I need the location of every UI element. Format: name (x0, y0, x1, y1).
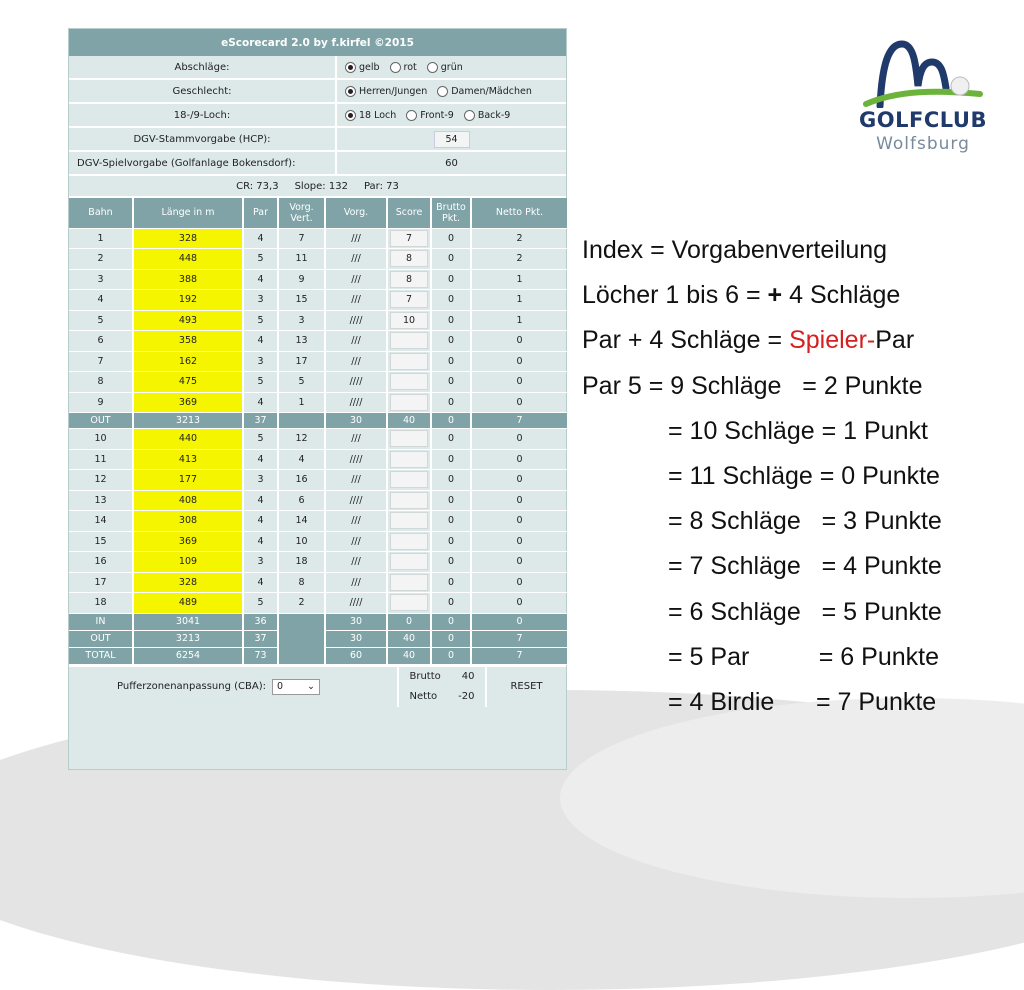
table-cell: /// (325, 249, 387, 270)
table-cell: 73 (243, 647, 278, 664)
table-cell: 475 (133, 372, 243, 393)
table-cell: 15 (278, 290, 325, 311)
note-line: = 11 Schläge = 0 Punkte (668, 461, 940, 490)
table-cell: 408 (133, 490, 243, 511)
table-cell: 109 (133, 552, 243, 573)
table-cell: 5 (243, 372, 278, 393)
table-cell: 4 (243, 331, 278, 352)
column-header: Vorg. (325, 198, 387, 228)
out-summary-row (69, 413, 568, 429)
explanation-text (582, 228, 942, 725)
logo-name: GOLFCLUB (859, 108, 987, 132)
playing-hcp-label: DGV-Spielvorgabe (Golfanlage Bokensdorf): (69, 152, 337, 174)
table-cell: 4 (243, 572, 278, 593)
table-cell: 7 (471, 647, 568, 664)
table-cell: IN (69, 613, 133, 630)
tees-row (69, 56, 566, 80)
score-input[interactable]: 10 (390, 312, 428, 329)
table-cell: /// (325, 531, 387, 552)
table-cell: 0 (471, 572, 568, 593)
table-cell: /// (325, 331, 387, 352)
table-cell: 12 (278, 429, 325, 450)
score-input[interactable]: 7 (390, 230, 428, 247)
hole-row (69, 552, 568, 573)
gender-herren-radio[interactable]: Herren/Jungen (345, 86, 427, 97)
table-cell: 60 (325, 647, 387, 664)
column-header: Länge in m (133, 198, 243, 228)
note-line: Löcher 1 bis 6 = + 4 Schläge (582, 281, 901, 310)
column-header: Bahn (69, 198, 133, 228)
escorecard-panel (68, 28, 567, 770)
note-line: Par 5 = 9 Schläge = 2 Punkte (582, 371, 923, 400)
table-cell: 2 (278, 593, 325, 614)
table-cell: 8 (278, 572, 325, 593)
tee-rot-radio[interactable]: rot (390, 62, 417, 73)
score-input[interactable] (390, 451, 428, 468)
hole-row (69, 310, 568, 331)
tee-gruen-radio[interactable]: grün (427, 62, 463, 73)
table-cell: 17 (69, 572, 133, 593)
table-cell: 0 (431, 531, 471, 552)
table-cell: 4 (243, 490, 278, 511)
table-cell: 16 (69, 552, 133, 573)
table-cell: 192 (133, 290, 243, 311)
table-cell: /// (325, 269, 387, 290)
table-cell: 0 (471, 372, 568, 393)
table-cell: 10 (69, 429, 133, 450)
table-cell: 30 (325, 613, 387, 630)
score-input[interactable] (390, 332, 428, 349)
table-cell: 0 (471, 511, 568, 532)
course-info-row (69, 176, 566, 198)
table-cell: 18 (278, 552, 325, 573)
table-cell: 308 (133, 511, 243, 532)
table-cell: 4 (69, 290, 133, 311)
gender-label: Geschlecht: (69, 80, 337, 102)
table-cell: 413 (133, 449, 243, 470)
table-cell: 3213 (133, 630, 243, 647)
holes-back9-radio[interactable]: Back-9 (464, 110, 511, 121)
table-cell: 7 (471, 630, 568, 647)
par-value: Par: 73 (363, 180, 399, 192)
blank-cell (278, 613, 325, 664)
table-cell: 37 (243, 630, 278, 647)
table-cell: 1 (278, 392, 325, 413)
tee-gelb-radio[interactable]: gelb (345, 62, 380, 73)
score-input[interactable] (390, 594, 428, 611)
table-cell: 0 (471, 593, 568, 614)
note-line: = 6 Schläge = 5 Punkte (668, 597, 942, 626)
table-cell: 0 (471, 429, 568, 450)
table-cell: 6 (69, 331, 133, 352)
table-cell: 0 (431, 413, 471, 429)
table-cell: 0 (431, 490, 471, 511)
note-line: = 7 Schläge = 4 Punkte (668, 552, 942, 581)
table-cell: 6254 (133, 647, 243, 664)
table-cell: 4 (243, 511, 278, 532)
table-cell: 4 (278, 449, 325, 470)
table-cell: 11 (278, 249, 325, 270)
table-cell: //// (325, 310, 387, 331)
score-input[interactable] (390, 574, 428, 591)
table-cell: 3 (243, 470, 278, 491)
table-cell: 0 (471, 552, 568, 573)
column-header: Netto Pkt. (471, 198, 568, 228)
table-cell: 30 (325, 413, 387, 429)
hole-row (69, 249, 568, 270)
hole-row (69, 331, 568, 352)
table-cell: 7 (69, 351, 133, 372)
table-cell: 3 (278, 310, 325, 331)
holes-front9-radio[interactable]: Front-9 (406, 110, 454, 121)
table-cell: 0 (431, 310, 471, 331)
table-cell: /// (325, 228, 387, 249)
column-header: Score (387, 198, 431, 228)
score-input[interactable]: 7 (390, 291, 428, 308)
golfclub-logo-icon (858, 36, 988, 108)
table-cell: 4 (243, 449, 278, 470)
table-cell: 18 (69, 593, 133, 614)
holes-18-radio[interactable]: 18 Loch (345, 110, 396, 121)
hole-row (69, 531, 568, 552)
table-cell: 493 (133, 310, 243, 331)
table-cell: 37 (243, 413, 278, 429)
table-cell: 328 (133, 228, 243, 249)
table-cell: 0 (431, 290, 471, 311)
table-cell: 0 (431, 228, 471, 249)
table-cell: /// (325, 511, 387, 532)
hole-row (69, 429, 568, 450)
gender-damen-radio[interactable]: Damen/Mädchen (437, 86, 532, 97)
hole-row (69, 511, 568, 532)
table-cell: 177 (133, 470, 243, 491)
table-cell: 5 (243, 593, 278, 614)
table-cell: 0 (431, 647, 471, 664)
table-cell: /// (325, 552, 387, 573)
scorecard-title: eScorecard 2.0 by f.kirfel ©2015 (69, 29, 566, 56)
cba-select[interactable]: 0 ⌄ (272, 679, 320, 695)
table-cell: //// (325, 449, 387, 470)
table-cell: 0 (471, 449, 568, 470)
note-line: = 8 Schläge = 3 Punkte (668, 507, 942, 536)
table-cell: 1 (471, 269, 568, 290)
table-cell: /// (325, 290, 387, 311)
table-cell: 0 (431, 372, 471, 393)
table-cell: 3 (69, 269, 133, 290)
table-cell: 1 (471, 310, 568, 331)
score-input[interactable] (390, 471, 428, 488)
hole-row (69, 490, 568, 511)
table-cell: 13 (69, 490, 133, 511)
table-cell: 0 (431, 470, 471, 491)
playing-hcp-row (69, 152, 566, 176)
note-line: = 5 Par = 6 Punkte (668, 642, 939, 671)
table-cell: 5 (243, 310, 278, 331)
table-cell: /// (325, 429, 387, 450)
hole-row (69, 392, 568, 413)
holes-row (69, 104, 566, 128)
table-cell: 0 (431, 429, 471, 450)
table-cell: 9 (69, 392, 133, 413)
score-input[interactable] (390, 512, 428, 529)
table-cell: 0 (471, 490, 568, 511)
table-cell: 440 (133, 429, 243, 450)
table-cell: 4 (243, 392, 278, 413)
table-cell: 11 (69, 449, 133, 470)
note-line: = 4 Birdie = 7 Punkte (668, 687, 937, 716)
table-cell: /// (325, 572, 387, 593)
table-cell: 14 (278, 511, 325, 532)
table-cell: 7 (278, 228, 325, 249)
brutto-row: Brutto 40 (409, 671, 475, 682)
score-input[interactable] (390, 553, 428, 570)
table-cell: 0 (431, 613, 471, 630)
table-cell: 369 (133, 392, 243, 413)
table-cell: 7 (471, 413, 568, 429)
table-cell: 448 (133, 249, 243, 270)
cba-section (69, 665, 566, 707)
table-cell: 5 (243, 249, 278, 270)
table-cell: 0 (431, 572, 471, 593)
hole-row (69, 572, 568, 593)
in-total-row (69, 613, 568, 630)
table-cell: 2 (69, 249, 133, 270)
table-cell: 489 (133, 593, 243, 614)
score-input[interactable]: 8 (390, 271, 428, 288)
table-cell: 40 (387, 413, 431, 429)
table-cell: 3 (243, 552, 278, 573)
note-line: Par + 4 Schläge = Spieler-Par (582, 326, 915, 355)
table-cell: /// (325, 351, 387, 372)
hole-row (69, 372, 568, 393)
hole-row (69, 449, 568, 470)
table-cell: TOTAL (69, 647, 133, 664)
table-cell: OUT (69, 630, 133, 647)
score-input[interactable] (390, 394, 428, 411)
table-cell: 36 (243, 613, 278, 630)
hole-row (69, 593, 568, 614)
netto-row: Netto -20 (409, 691, 475, 702)
score-input[interactable]: 8 (390, 250, 428, 267)
hcp-input[interactable]: 54 (434, 131, 470, 148)
table-cell: 369 (133, 531, 243, 552)
table-cell: 1 (69, 228, 133, 249)
holes-label: 18-/9-Loch: (69, 104, 337, 126)
golfclub-logo (858, 36, 988, 161)
table-cell: 0 (431, 593, 471, 614)
hole-row (69, 269, 568, 290)
table-cell: 30 (325, 630, 387, 647)
hcp-label: DGV-Stammvorgabe (HCP): (69, 128, 337, 150)
course-rating: CR: 73,3 (236, 180, 279, 192)
table-cell: 0 (387, 613, 431, 630)
table-cell: 1 (471, 290, 568, 311)
score-input[interactable] (390, 492, 428, 509)
chevron-down-icon: ⌄ (307, 681, 315, 692)
table-header (69, 198, 568, 228)
note-line: Index = Vorgabenverteilung (582, 236, 888, 264)
slope-value: Slope: 132 (294, 180, 348, 192)
table-cell: /// (325, 470, 387, 491)
table-cell: //// (325, 490, 387, 511)
table-cell: 0 (431, 449, 471, 470)
table-cell: 5 (243, 429, 278, 450)
hole-row (69, 351, 568, 372)
table-cell: 4 (243, 269, 278, 290)
table-cell: 0 (431, 511, 471, 532)
table-cell: 4 (243, 531, 278, 552)
hole-row (69, 228, 568, 249)
table-cell: 0 (471, 470, 568, 491)
column-header: Vorg. Vert. (278, 198, 325, 228)
table-cell: 0 (431, 269, 471, 290)
table-cell: //// (325, 593, 387, 614)
table-cell: 0 (431, 630, 471, 647)
table-cell: 0 (471, 392, 568, 413)
table-cell: 3 (243, 351, 278, 372)
note-line: = 10 Schläge = 1 Punkt (668, 416, 928, 445)
table-cell: 0 (471, 331, 568, 352)
column-header: Par (243, 198, 278, 228)
table-cell: 358 (133, 331, 243, 352)
table-cell: 0 (471, 613, 568, 630)
gender-row (69, 80, 566, 104)
column-header: Brutto Pkt. (431, 198, 471, 228)
table-cell: 14 (69, 511, 133, 532)
table-cell: 9 (278, 269, 325, 290)
table-cell (278, 413, 325, 429)
logo-city: Wolfsburg (876, 134, 970, 154)
table-cell: 8 (69, 372, 133, 393)
table-cell: 0 (431, 331, 471, 352)
table-cell: 5 (69, 310, 133, 331)
table-cell: 0 (431, 552, 471, 573)
score-input[interactable] (390, 533, 428, 550)
table-cell: 0 (431, 392, 471, 413)
score-input[interactable] (390, 373, 428, 390)
score-input[interactable] (390, 353, 428, 370)
table-cell: 15 (69, 531, 133, 552)
table-cell: 0 (431, 249, 471, 270)
table-cell: 17 (278, 351, 325, 372)
table-cell: 6 (278, 490, 325, 511)
cba-label: Pufferzonenanpassung (CBA): (117, 681, 266, 692)
table-cell: 2 (471, 228, 568, 249)
table-cell: 4 (243, 228, 278, 249)
table-cell: OUT (69, 413, 133, 429)
table-cell: 0 (431, 351, 471, 372)
hole-row (69, 290, 568, 311)
table-cell: 10 (278, 531, 325, 552)
table-cell: 0 (471, 531, 568, 552)
table-cell: 13 (278, 331, 325, 352)
table-cell: 388 (133, 269, 243, 290)
table-cell: //// (325, 372, 387, 393)
reset-button[interactable]: RESET (485, 667, 566, 707)
table-cell: 5 (278, 372, 325, 393)
table-cell: 16 (278, 470, 325, 491)
score-table (69, 198, 569, 665)
table-cell: 2 (471, 249, 568, 270)
table-cell: 3213 (133, 413, 243, 429)
hole-row (69, 470, 568, 491)
playing-hcp-value: 60 (445, 157, 458, 169)
table-cell: 162 (133, 351, 243, 372)
table-cell: 40 (387, 630, 431, 647)
table-cell: 12 (69, 470, 133, 491)
table-cell: 328 (133, 572, 243, 593)
table-cell: //// (325, 392, 387, 413)
table-cell: 3 (243, 290, 278, 311)
table-cell: 40 (387, 647, 431, 664)
tees-label: Abschläge: (69, 56, 337, 78)
table-cell: 0 (471, 351, 568, 372)
score-input[interactable] (390, 430, 428, 447)
table-cell: 3041 (133, 613, 243, 630)
hcp-row (69, 128, 566, 152)
